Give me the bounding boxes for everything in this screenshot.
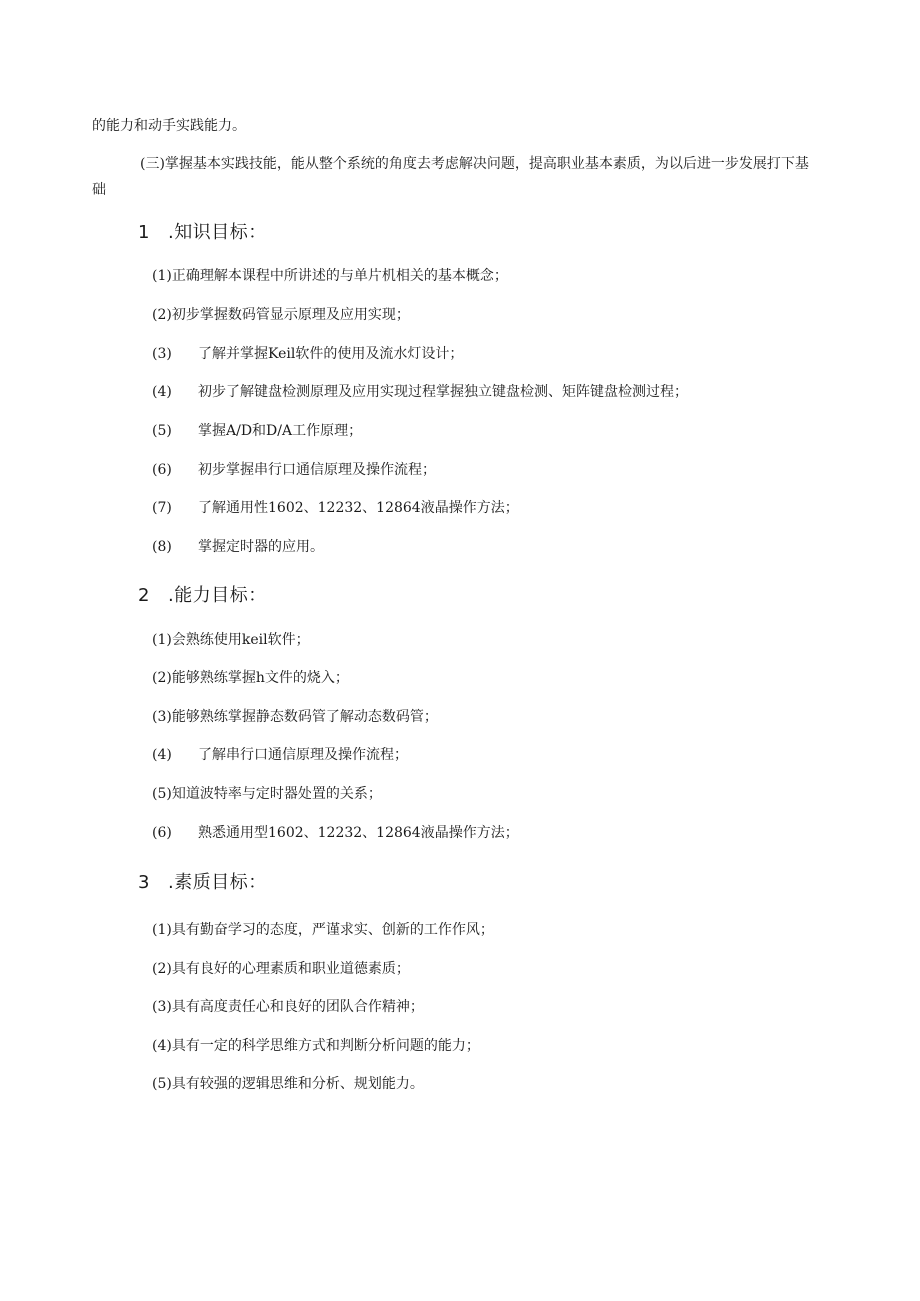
list-item	[152, 498, 519, 518]
list-item	[152, 421, 362, 441]
heading-knowledge-goals	[138, 221, 267, 245]
heading-title: .素质目标：	[168, 872, 267, 893]
heading-title: .能力目标：	[168, 585, 267, 606]
list-marker: (3)	[152, 999, 172, 1015]
paragraph-ability-end: 的能力和动手实践能力。	[92, 118, 246, 134]
list-item	[152, 537, 324, 557]
list-item	[152, 823, 519, 843]
list-marker: (4)	[152, 384, 172, 400]
list-item-text: 初步掌握数码管显示原理及应用实现；	[171, 307, 410, 323]
list-item-text: 具有一定的科学思维方式和判断分析问题的能力；	[171, 1038, 480, 1054]
heading-number: 3	[138, 872, 150, 893]
list-marker: (5)	[152, 786, 172, 802]
list-marker: (5)	[152, 423, 172, 439]
list-item-text: 具有良好的心理素质和职业道德素质；	[171, 961, 410, 977]
list-item-text: 具有高度责任心和良好的团队合作精神；	[171, 999, 424, 1015]
list-marker: (1)	[152, 922, 172, 938]
list-item-text: 初步掌握串行口通信原理及操作流程；	[198, 462, 436, 478]
paragraph-basic-skills: (三)掌握基本实践技能，能从整个系统的角度去考虑解决问题，提高职业基本素质，为以后进一步发展打下基础	[92, 156, 809, 198]
list-item-text: 能够熟练掌握静态数码管了解动态数码管；	[171, 709, 438, 725]
list-marker: (4)	[152, 1038, 172, 1054]
list-item	[152, 668, 349, 688]
list-item-text: 了解通用性1602、12232、12864液晶操作方法；	[198, 500, 519, 516]
list-item-text: 掌握A/D和D/A工作原理；	[198, 423, 363, 439]
list-item-text: 具有勤奋学习的态度，严谨求实、创新的工作作风；	[171, 922, 494, 938]
list-item-text: 知道波特率与定时器处置的关系；	[171, 786, 382, 802]
list-marker: (2)	[152, 307, 172, 323]
heading-ability-goals	[138, 584, 267, 608]
list-item-text: 初步了解键盘检测原理及应用实现过程掌握独立键盘检测、矩阵键盘检测过程；	[198, 384, 688, 400]
list-marker: (8)	[152, 539, 172, 555]
list-item	[152, 784, 382, 804]
list-item	[152, 382, 688, 402]
list-marker: (1)	[152, 632, 172, 648]
heading-title: .知识目标：	[168, 222, 267, 243]
list-item	[152, 1074, 424, 1094]
list-item-text: 会熟练使用keil软件；	[171, 632, 310, 648]
list-item	[152, 630, 310, 650]
list-marker: (7)	[152, 500, 172, 516]
list-marker: (6)	[152, 825, 172, 841]
heading-quality-goals	[138, 871, 267, 895]
list-item-text: 掌握定时器的应用。	[198, 539, 324, 555]
list-item-text: 了解并掌握Keil软件的使用及流水灯设计；	[198, 346, 464, 362]
list-item	[152, 959, 410, 979]
list-marker: (4)	[152, 747, 172, 763]
list-marker: (6)	[152, 462, 172, 478]
heading-number: 1	[138, 222, 150, 243]
list-item	[152, 266, 508, 286]
list-item	[152, 1036, 480, 1056]
heading-number: 2	[138, 585, 150, 606]
list-item	[152, 920, 494, 940]
list-item	[152, 997, 424, 1017]
list-item	[152, 305, 410, 325]
list-item-text: 能够熟练掌握h文件的烧入；	[171, 670, 349, 686]
list-item	[152, 460, 436, 480]
list-item-text: 熟悉通用型1602、12232、12864液晶操作方法；	[198, 825, 519, 841]
list-item-text: 了解串行口通信原理及操作流程；	[198, 747, 408, 763]
list-marker: (1)	[152, 268, 172, 284]
list-item-text: 具有较强的逻辑思维和分析、规划能力。	[171, 1076, 424, 1092]
list-marker: (5)	[152, 1076, 172, 1092]
list-marker: (3)	[152, 709, 172, 725]
list-item-text: 正确理解本课程中所讲述的与单片机相关的基本概念；	[171, 268, 508, 284]
list-marker: (2)	[152, 961, 172, 977]
list-item	[152, 745, 408, 765]
list-marker: (2)	[152, 670, 172, 686]
list-item	[152, 707, 438, 727]
list-item	[152, 344, 463, 364]
list-marker: (3)	[152, 346, 172, 362]
